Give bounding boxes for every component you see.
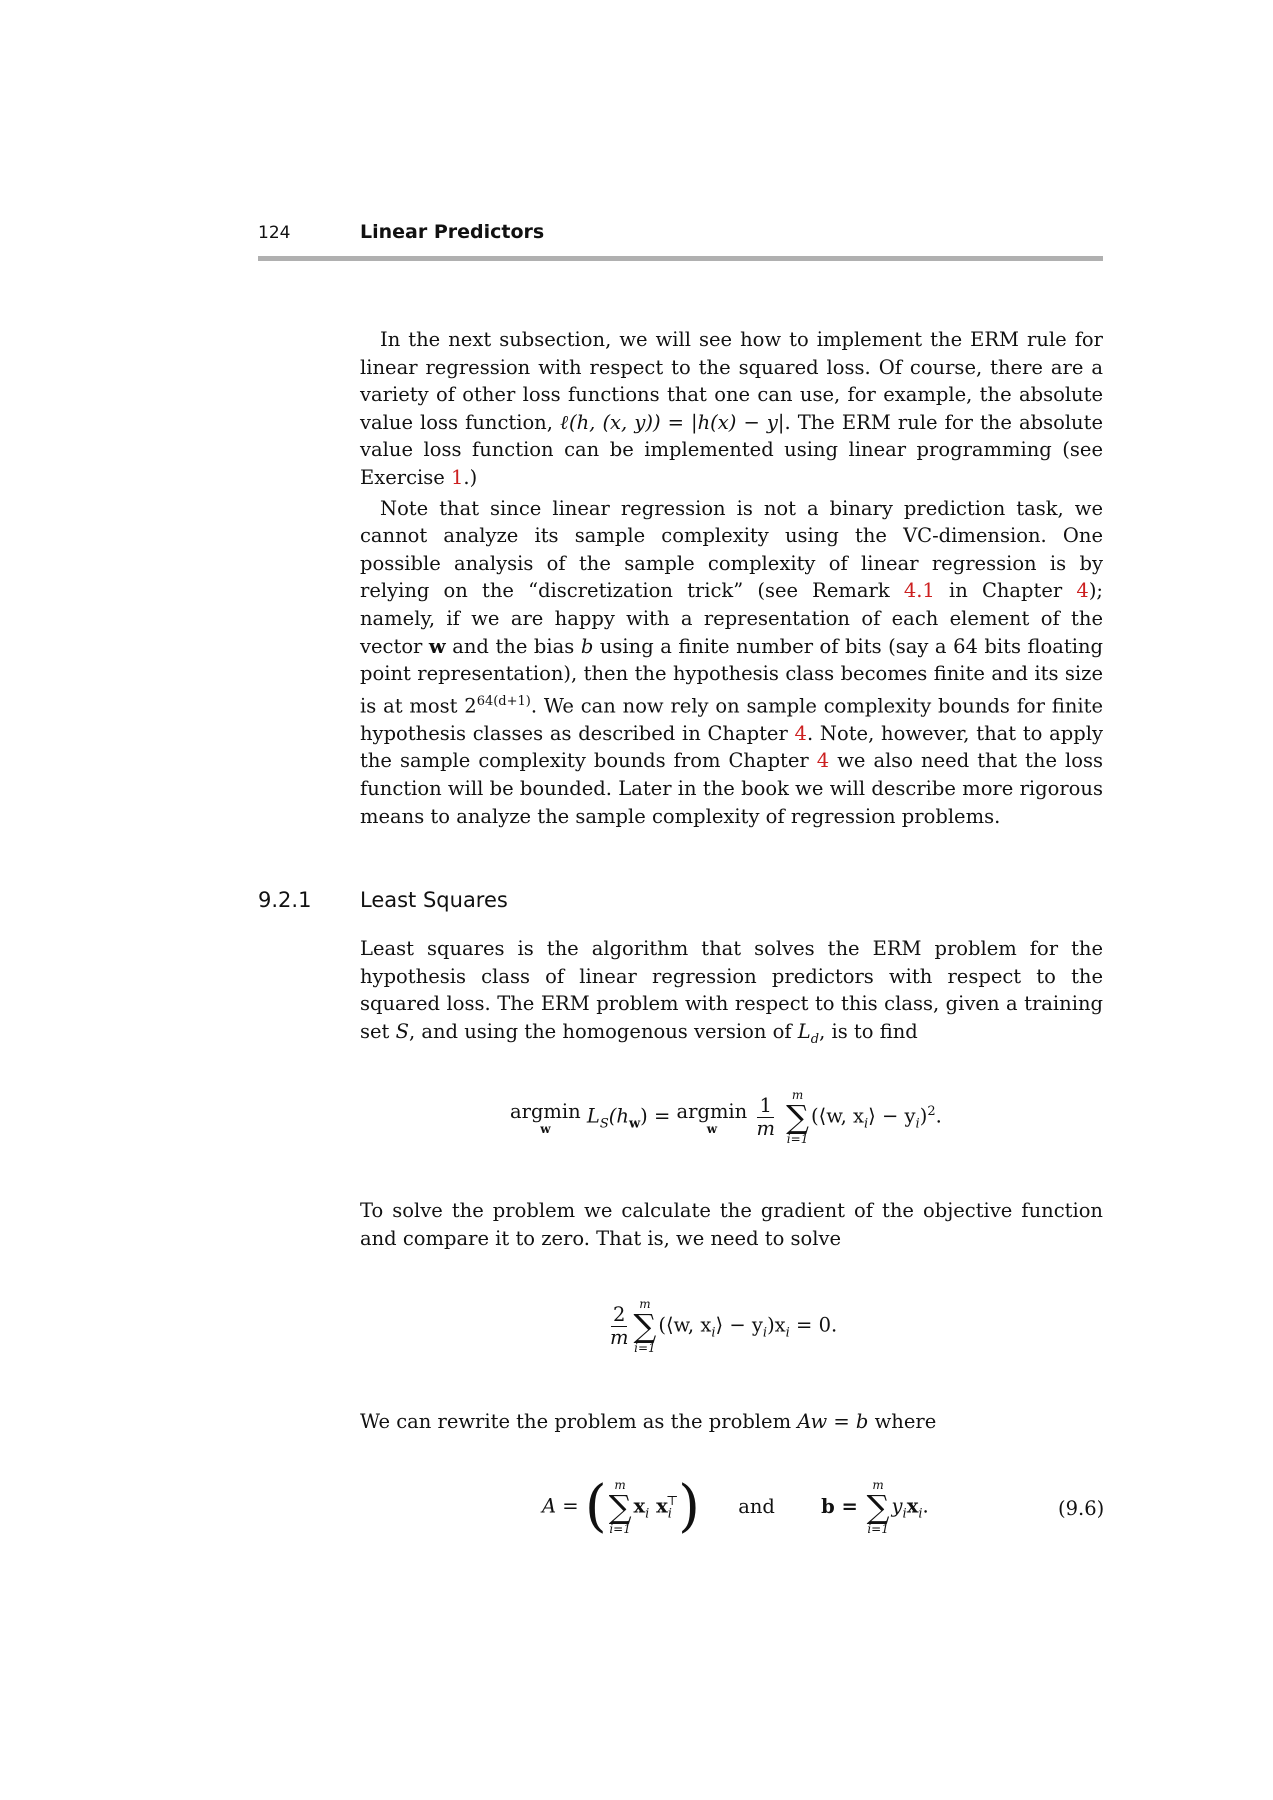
intro-paragraph-1: In the next subsection, we will see how to implement the ERM rule for linear regression with respect to the squared loss. Of course, there are a variety of other loss functions that one can use, for example, the absolute value loss function, ℓ(h, (x, y)) = |h(x) − y|. The ERM rule for the absolute value loss function can be implemented using linear programming (see Exercise 1.): [360, 328, 1103, 489]
fraction-two-over-m: $\frac{2}{m}$: [610, 1302, 629, 1349]
chapter-ref-link[interactable]: 4: [794, 721, 807, 745]
header-rule: [258, 256, 1103, 261]
summation-symbol: m ∑ i=1: [633, 1297, 657, 1355]
intro-text: [360, 326, 1103, 830]
summation-symbol: m ∑ i=1: [786, 1088, 809, 1146]
fraction-one-over-m: $\frac{1}{m}$: [756, 1093, 775, 1140]
summation-symbol: m ∑ i=1: [608, 1478, 632, 1536]
linear-system-formula: Aw = b: [797, 1410, 869, 1433]
absolute-loss-formula: ℓ(h, (x, y)) = |h(x) − y|: [560, 410, 785, 434]
remark-ref-link[interactable]: 4.1: [903, 579, 935, 603]
section-number: 9.2.1: [258, 888, 312, 912]
section-paragraph-3: We can rewrite the problem as the problem Aw = b where: [360, 1410, 937, 1433]
chapter-title: Linear Predictors: [360, 221, 545, 243]
section-title: Least Squares: [360, 888, 508, 912]
section-paragraph-2: To solve the problem we calculate the gradient of the objective function and compare it to zero. That is, we need to solve: [360, 1199, 1103, 1250]
section-paragraph-1: Least squares is the algorithm that solves the ERM problem for the hypothesis class of linear regression predictors with respect to the squared loss. The ERM problem with respect to this class, given a training set S, and using the homogenous version of $L_d$, is to find: [360, 937, 1103, 1047]
summation-symbol: m ∑ i=1: [866, 1478, 890, 1536]
equation-gradient: $\frac{2}{m}$ m ∑ i=1 (⟨w, $x_i⟩ - y_i)x_i = 0$.: [610, 1297, 838, 1355]
equation-number: (9.6): [1058, 1497, 1105, 1520]
chapter-ref-link[interactable]: 4: [1076, 579, 1089, 603]
chapter-ref-link[interactable]: 4: [816, 749, 830, 773]
equation-9-6: A = ( m ∑ i=1 $x_i$ $x_i^⊤$) and b = m ∑ i=1 $y_ix_i$.: [542, 1474, 929, 1539]
page-number: 124: [258, 223, 291, 243]
exercise-ref-link[interactable]: 1: [451, 465, 464, 489]
intro-paragraph-2: Note that since linear regression is not a binary prediction task, we cannot analyze its sample complexity using the VC-dimension. One possible analysis of the sample complexity of linear regression is by relying on the “discretization trick” (see Remark 4.1 in Chapter 4); namely, if we are happy with a representation of each element of the vector w and the bias b using a finite number of bits (say a 64 bits floating point representation), then the hypothesis class becomes finite and its size is at most $2^{64(d+1)}$. We can now rely on sample complexity bounds for finite hypothesis classes as described in Chapter 4. Note, however, that to apply the sample complexity bounds from Chapter 4 we also need that the loss function will be bounded. Later in the book we will describe more rigorous means to analyze the sample complexity of regression problems.: [360, 496, 1104, 828]
equation-erm-least-squares: argmin w $L_S(h_w)$ = argmin w $\frac{1}{m}$ m ∑ i=1 (⟨w, $x_i⟩ - y_i)^2$.: [510, 1088, 942, 1146]
